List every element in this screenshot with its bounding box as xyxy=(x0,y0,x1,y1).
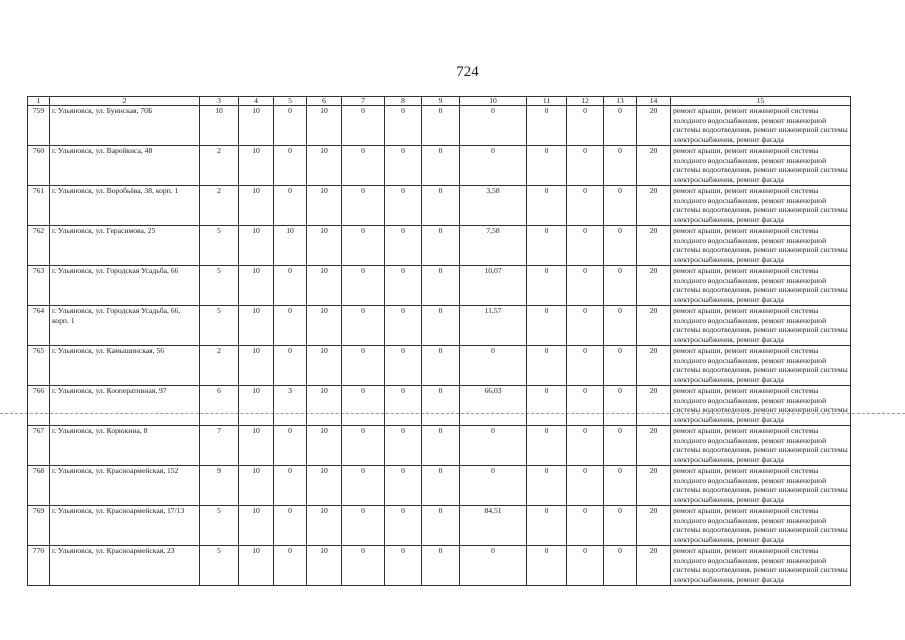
column-header: 14 xyxy=(637,97,671,106)
value-cell: 0 xyxy=(604,106,637,146)
address-cell: г. Ульяновск, ул. Воробьёва, 38, корп. 1 xyxy=(50,186,200,226)
repair-schedule-table xyxy=(27,96,851,586)
value-cell: 20 xyxy=(637,186,671,226)
value-cell: 10 xyxy=(307,426,342,466)
value-cell: 6 xyxy=(200,386,239,426)
value-cell: 0 xyxy=(604,546,637,586)
value-cell: 0 xyxy=(342,306,385,346)
value-cell: 5 xyxy=(200,266,239,306)
value-cell: 0 xyxy=(274,466,307,506)
value-cell: 0 xyxy=(527,266,567,306)
value-cell: 0 xyxy=(527,186,567,226)
row-number-cell: 764 xyxy=(28,306,50,346)
value-cell: 3 xyxy=(274,386,307,426)
value-cell: 0 xyxy=(274,346,307,386)
address-cell: г. Ульяновск, ул. Герасимова, 25 xyxy=(50,226,200,266)
value-cell: 10,07 xyxy=(460,266,527,306)
value-cell: 0 xyxy=(567,546,604,586)
value-cell: 20 xyxy=(637,106,671,146)
work-types-cell: ремонт крыши, ремонт инженерной системы холодного водоснабжения, ремонт инженерной системы водоотведения, ремонт инженерной системы электроснабжения, ремонт фасада xyxy=(671,306,851,346)
row-number-cell: 766 xyxy=(28,386,50,426)
work-types-cell: ремонт крыши, ремонт инженерной системы холодного водоснабжения, ремонт инженерной системы водоотведения, ремонт инженерной системы электроснабжения, ремонт фасада xyxy=(671,426,851,466)
value-cell: 0 xyxy=(385,426,422,466)
row-number-cell: 768 xyxy=(28,466,50,506)
column-header: 7 xyxy=(342,97,385,106)
address-cell: г. Ульяновск, ул. Кооперативная, 97 xyxy=(50,386,200,426)
value-cell: 0 xyxy=(385,466,422,506)
value-cell: 0 xyxy=(342,506,385,546)
value-cell: 0 xyxy=(527,466,567,506)
value-cell: 0 xyxy=(604,346,637,386)
value-cell: 0 xyxy=(274,546,307,586)
value-cell: 10 xyxy=(307,346,342,386)
value-cell: 0 xyxy=(604,466,637,506)
work-types-cell: ремонт крыши, ремонт инженерной системы холодного водоснабжения, ремонт инженерной системы водоотведения, ремонт инженерной системы электроснабжения, ремонт фасада xyxy=(671,186,851,226)
value-cell: 10 xyxy=(307,226,342,266)
value-cell: 0 xyxy=(385,186,422,226)
value-cell: 0 xyxy=(604,266,637,306)
value-cell: 10 xyxy=(239,186,274,226)
row-number-cell: 765 xyxy=(28,346,50,386)
value-cell: 5 xyxy=(200,546,239,586)
value-cell: 10 xyxy=(239,386,274,426)
address-cell: г. Ульяновск, ул. Городская Усадьба, 66, корп. 1 xyxy=(50,306,200,346)
work-types-cell: ремонт крыши, ремонт инженерной системы холодного водоснабжения, ремонт инженерной системы водоотведения, ремонт инженерной системы электроснабжения, ремонт фасада xyxy=(671,466,851,506)
row-number-cell: 769 xyxy=(28,506,50,546)
value-cell: 10 xyxy=(200,106,239,146)
column-header: 6 xyxy=(307,97,342,106)
value-cell: 0 xyxy=(385,386,422,426)
value-cell: 5 xyxy=(200,506,239,546)
value-cell: 0 xyxy=(604,226,637,266)
address-cell: г. Ульяновск, ул. Городская Усадьба, 66 xyxy=(50,266,200,306)
value-cell: 10 xyxy=(239,466,274,506)
value-cell: 0 xyxy=(385,346,422,386)
value-cell: 0 xyxy=(274,186,307,226)
value-cell: 20 xyxy=(637,426,671,466)
value-cell: 0 xyxy=(385,266,422,306)
value-cell: 0 xyxy=(527,506,567,546)
column-header: 3 xyxy=(200,97,239,106)
value-cell: 0 xyxy=(422,106,460,146)
value-cell: 20 xyxy=(637,226,671,266)
column-header: 12 xyxy=(567,97,604,106)
table-row xyxy=(28,306,851,346)
row-number-cell: 759 xyxy=(28,106,50,146)
value-cell: 10 xyxy=(307,466,342,506)
value-cell: 10 xyxy=(307,386,342,426)
value-cell: 10 xyxy=(239,306,274,346)
column-header: 11 xyxy=(527,97,567,106)
value-cell: 0 xyxy=(274,426,307,466)
table-row xyxy=(28,186,851,226)
value-cell: 0 xyxy=(342,426,385,466)
page-number: 724 xyxy=(456,64,479,80)
column-header: 5 xyxy=(274,97,307,106)
value-cell: 0 xyxy=(460,146,527,186)
value-cell: 3,58 xyxy=(460,186,527,226)
value-cell: 0 xyxy=(527,226,567,266)
value-cell: 0 xyxy=(527,146,567,186)
table-row xyxy=(28,106,851,146)
table-row xyxy=(28,546,851,586)
value-cell: 0 xyxy=(422,146,460,186)
value-cell: 20 xyxy=(637,146,671,186)
value-cell: 0 xyxy=(422,426,460,466)
value-cell: 66,03 xyxy=(460,386,527,426)
row-number-cell: 770 xyxy=(28,546,50,586)
value-cell: 10 xyxy=(307,266,342,306)
value-cell: 0 xyxy=(567,106,604,146)
address-cell: г. Ульяновск, ул. Варейкиса, 48 xyxy=(50,146,200,186)
work-types-cell: ремонт крыши, ремонт инженерной системы холодного водоснабжения, ремонт инженерной системы водоотведения, ремонт инженерной системы электроснабжения, ремонт фасада xyxy=(671,266,851,306)
value-cell: 11,57 xyxy=(460,306,527,346)
value-cell: 0 xyxy=(342,146,385,186)
value-cell: 0 xyxy=(422,306,460,346)
value-cell: 10 xyxy=(307,186,342,226)
value-cell: 0 xyxy=(274,506,307,546)
value-cell: 0 xyxy=(460,426,527,466)
table-row xyxy=(28,466,851,506)
value-cell: 0 xyxy=(342,546,385,586)
column-header: 2 xyxy=(50,97,200,106)
value-cell: 10 xyxy=(239,506,274,546)
value-cell: 0 xyxy=(604,386,637,426)
value-cell: 0 xyxy=(385,546,422,586)
work-types-cell: ремонт крыши, ремонт инженерной системы холодного водоснабжения, ремонт инженерной системы водоотведения, ремонт инженерной системы электроснабжения, ремонт фасада xyxy=(671,546,851,586)
value-cell: 10 xyxy=(307,506,342,546)
value-cell: 2 xyxy=(200,146,239,186)
value-cell: 0 xyxy=(342,346,385,386)
value-cell: 0 xyxy=(460,546,527,586)
value-cell: 0 xyxy=(527,346,567,386)
value-cell: 10 xyxy=(239,106,274,146)
table-row xyxy=(28,386,851,426)
value-cell: 9 xyxy=(200,466,239,506)
table-row xyxy=(28,346,851,386)
value-cell: 20 xyxy=(637,466,671,506)
value-cell: 20 xyxy=(637,506,671,546)
value-cell: 0 xyxy=(527,426,567,466)
value-cell: 0 xyxy=(342,226,385,266)
value-cell: 0 xyxy=(460,106,527,146)
value-cell: 0 xyxy=(567,306,604,346)
value-cell: 10 xyxy=(239,546,274,586)
table-row xyxy=(28,266,851,306)
work-types-cell: ремонт крыши, ремонт инженерной системы холодного водоснабжения, ремонт инженерной системы водоотведения, ремонт инженерной системы электроснабжения, ремонт фасада xyxy=(671,386,851,426)
column-header: 15 xyxy=(671,97,851,106)
value-cell: 0 xyxy=(460,346,527,386)
value-cell: 0 xyxy=(342,266,385,306)
value-cell: 0 xyxy=(342,186,385,226)
value-cell: 84,51 xyxy=(460,506,527,546)
value-cell: 0 xyxy=(527,306,567,346)
value-cell: 0 xyxy=(567,226,604,266)
value-cell: 7 xyxy=(200,426,239,466)
row-number-cell: 767 xyxy=(28,426,50,466)
value-cell: 0 xyxy=(422,266,460,306)
value-cell: 20 xyxy=(637,306,671,346)
column-header: 4 xyxy=(239,97,274,106)
value-cell: 7,58 xyxy=(460,226,527,266)
column-header: 10 xyxy=(460,97,527,106)
value-cell: 10 xyxy=(307,106,342,146)
table-row xyxy=(28,506,851,546)
value-cell: 0 xyxy=(422,226,460,266)
value-cell: 0 xyxy=(527,386,567,426)
row-number-cell: 760 xyxy=(28,146,50,186)
row-number-cell: 761 xyxy=(28,186,50,226)
address-cell: г. Ульяновск, ул. Красноармейская, 23 xyxy=(50,546,200,586)
value-cell: 10 xyxy=(274,226,307,266)
work-types-cell: ремонт крыши, ремонт инженерной системы холодного водоснабжения, ремонт инженерной системы водоотведения, ремонт инженерной системы электроснабжения, ремонт фасада xyxy=(671,226,851,266)
value-cell: 0 xyxy=(342,466,385,506)
value-cell: 10 xyxy=(239,346,274,386)
value-cell: 0 xyxy=(385,306,422,346)
value-cell: 10 xyxy=(239,226,274,266)
column-header: 9 xyxy=(422,97,460,106)
value-cell: 0 xyxy=(385,506,422,546)
value-cell: 0 xyxy=(604,306,637,346)
value-cell: 0 xyxy=(422,506,460,546)
value-cell: 0 xyxy=(567,266,604,306)
value-cell: 0 xyxy=(567,186,604,226)
value-cell: 0 xyxy=(567,146,604,186)
row-number-cell: 763 xyxy=(28,266,50,306)
value-cell: 10 xyxy=(239,266,274,306)
address-cell: г. Ульяновск, ул. Буинская, 70Б xyxy=(50,106,200,146)
value-cell: 0 xyxy=(567,506,604,546)
value-cell: 0 xyxy=(422,346,460,386)
value-cell: 0 xyxy=(604,506,637,546)
value-cell: 0 xyxy=(385,106,422,146)
value-cell: 10 xyxy=(307,306,342,346)
column-number-row xyxy=(28,97,851,106)
value-cell: 0 xyxy=(567,386,604,426)
value-cell: 0 xyxy=(604,426,637,466)
column-header: 1 xyxy=(28,97,50,106)
value-cell: 0 xyxy=(460,466,527,506)
work-types-cell: ремонт крыши, ремонт инженерной системы холодного водоснабжения, ремонт инженерной системы водоотведения, ремонт инженерной системы электроснабжения, ремонт фасада xyxy=(671,146,851,186)
value-cell: 0 xyxy=(567,426,604,466)
value-cell: 0 xyxy=(342,386,385,426)
value-cell: 0 xyxy=(422,386,460,426)
value-cell: 5 xyxy=(200,226,239,266)
value-cell: 0 xyxy=(527,546,567,586)
address-cell: г. Ульяновск, ул. Красноармейская, 17/13 xyxy=(50,506,200,546)
value-cell: 0 xyxy=(422,186,460,226)
value-cell: 10 xyxy=(239,146,274,186)
value-cell: 20 xyxy=(637,546,671,586)
value-cell: 5 xyxy=(200,306,239,346)
value-cell: 0 xyxy=(422,546,460,586)
value-cell: 0 xyxy=(342,106,385,146)
table-row xyxy=(28,426,851,466)
address-cell: г. Ульяновск, ул. Камышинская, 56 xyxy=(50,346,200,386)
value-cell: 10 xyxy=(307,146,342,186)
table-body xyxy=(28,106,851,586)
value-cell: 20 xyxy=(637,266,671,306)
work-types-cell: ремонт крыши, ремонт инженерной системы холодного водоснабжения, ремонт инженерной системы водоотведения, ремонт инженерной системы электроснабжения, ремонт фасада xyxy=(671,506,851,546)
value-cell: 0 xyxy=(604,146,637,186)
value-cell: 0 xyxy=(274,306,307,346)
table-row xyxy=(28,146,851,186)
address-cell: г. Ульяновск, ул. Корюкина, 8 xyxy=(50,426,200,466)
value-cell: 0 xyxy=(274,266,307,306)
value-cell: 0 xyxy=(274,146,307,186)
value-cell: 0 xyxy=(567,466,604,506)
value-cell: 0 xyxy=(385,226,422,266)
value-cell: 10 xyxy=(307,546,342,586)
value-cell: 0 xyxy=(604,186,637,226)
value-cell: 0 xyxy=(422,466,460,506)
work-types-cell: ремонт крыши, ремонт инженерной системы холодного водоснабжения, ремонт инженерной системы водоотведения, ремонт инженерной системы электроснабжения, ремонт фасада xyxy=(671,346,851,386)
value-cell: 20 xyxy=(637,346,671,386)
value-cell: 0 xyxy=(567,346,604,386)
column-header: 8 xyxy=(385,97,422,106)
value-cell: 0 xyxy=(527,106,567,146)
row-number-cell: 762 xyxy=(28,226,50,266)
column-header: 13 xyxy=(604,97,637,106)
address-cell: г. Ульяновск, ул. Красноармейская, 152 xyxy=(50,466,200,506)
value-cell: 0 xyxy=(274,106,307,146)
value-cell: 20 xyxy=(637,386,671,426)
value-cell: 10 xyxy=(239,426,274,466)
value-cell: 2 xyxy=(200,186,239,226)
value-cell: 0 xyxy=(385,146,422,186)
work-types-cell: ремонт крыши, ремонт инженерной системы холодного водоснабжения, ремонт инженерной системы водоотведения, ремонт инженерной системы электроснабжения, ремонт фасада xyxy=(671,106,851,146)
value-cell: 2 xyxy=(200,346,239,386)
table-row xyxy=(28,226,851,266)
